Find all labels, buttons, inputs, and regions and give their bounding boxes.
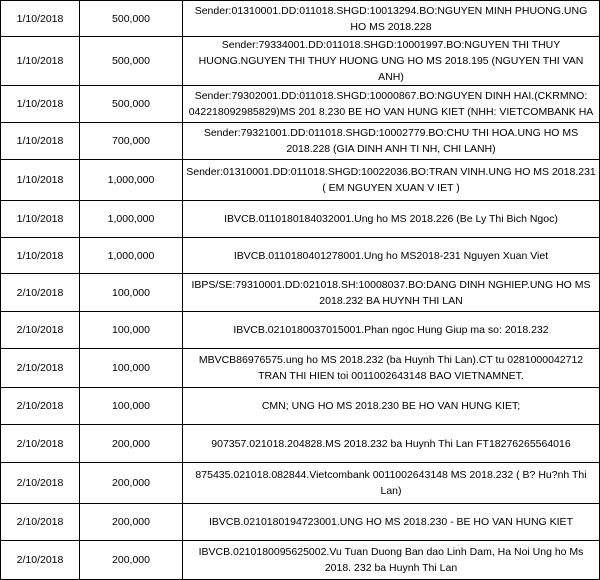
- table-row: [1, 238, 600, 274]
- table-row: [1, 123, 600, 160]
- amount-cell: 700,000: [80, 123, 183, 160]
- table-row: [1, 37, 600, 86]
- date-cell: 2/10/2018: [1, 463, 80, 504]
- table-row: [1, 201, 600, 238]
- description-cell: MBVCB86976575.ung ho MS 2018.232 (ba Huynh Thi Lan).CT tu 0281000042712 TRAN THI HIEN toi 0011002643148 BAO VIETNAMNET.: [183, 349, 600, 388]
- amount-cell: 200,000: [80, 541, 183, 580]
- description-cell: IBPS/SE:79310001.DD:021018.SH:10008037.BO:DANG DINH NGHIEP.UNG HO MS 2018.232 BA HUYNH THI LAN: [183, 274, 600, 312]
- table-row: [1, 541, 600, 580]
- table-row: [1, 425, 600, 463]
- description-cell: CMN; UNG HO MS 2018.230 BE HO VAN HUNG KIET;: [183, 388, 600, 425]
- date-cell: 2/10/2018: [1, 274, 80, 312]
- description-cell: IBVCB.0110180184032001.Ung ho MS 2018.226 (Be Ly Thi Bich Ngoc): [183, 201, 600, 238]
- table-row: [1, 160, 600, 201]
- description-cell: 875435.021018.082844.Vietcombank 0011002643148 MS 2018.232 ( B? Hu?nh Thi Lan): [183, 463, 600, 504]
- amount-cell: 100,000: [80, 349, 183, 388]
- amount-cell: 200,000: [80, 425, 183, 463]
- date-cell: 1/10/2018: [1, 238, 80, 274]
- date-cell: 1/10/2018: [1, 37, 80, 86]
- date-cell: 2/10/2018: [1, 425, 80, 463]
- date-cell: 2/10/2018: [1, 388, 80, 425]
- description-cell: Sender:79321001.DD:011018.SHGD:10002779.BO:CHU THI HOA.UNG HO MS 2018.228 (GIA DINH ANH TI NH, CHI LANH): [183, 123, 600, 160]
- description-cell: 907357.021018.204828.MS 2018.232 ba Huynh Thi Lan FT18276265564016: [183, 425, 600, 463]
- amount-cell: 500,000: [80, 37, 183, 86]
- date-cell: 2/10/2018: [1, 504, 80, 541]
- table-row: [1, 1, 600, 37]
- amount-cell: 200,000: [80, 463, 183, 504]
- table-row: [1, 86, 600, 123]
- amount-cell: 100,000: [80, 388, 183, 425]
- description-cell: IBVCB.0210180194723001.UNG HO MS 2018.230 - BE HO VAN HUNG KIET: [183, 504, 600, 541]
- description-cell: IBVCB.0210180037015001.Phan ngoc Hung Giup ma so: 2018.232: [183, 312, 600, 349]
- description-cell: Sender:01310001.DD:011018.SHGD:10022036.BO:TRAN VINH.UNG HO MS 2018.231 ( EM NGUYEN XUAN V IET ): [183, 160, 600, 201]
- table-row: [1, 312, 600, 349]
- table-row: [1, 349, 600, 388]
- amount-cell: 1,000,000: [80, 238, 183, 274]
- table-row: [1, 504, 600, 541]
- table-row: [1, 463, 600, 504]
- description-cell: Sender:79334001.DD:011018.SHGD:10001997.BO:NGUYEN THI THUY HUONG.NGUYEN THI THUY HUONG UNG HO MS 2018.195 (NGUYEN THI VAN ANH): [183, 37, 600, 86]
- date-cell: 1/10/2018: [1, 86, 80, 123]
- date-cell: 2/10/2018: [1, 541, 80, 580]
- amount-cell: 500,000: [80, 86, 183, 123]
- description-cell: IBVCB.0210180095625002.Vu Tuan Duong Ban dao Linh Dam, Ha Noi Ung ho Ms 2018. 232 ba Huynh Thi Lan: [183, 541, 600, 580]
- amount-cell: 1,000,000: [80, 201, 183, 238]
- date-cell: 2/10/2018: [1, 312, 80, 349]
- amount-cell: 500,000: [80, 1, 183, 37]
- date-cell: 1/10/2018: [1, 123, 80, 160]
- description-cell: Sender:79302001.DD:011018.SHGD:10000867.BO:NGUYEN DINH HAI.(CKRMNO: 042218092985829)MS 201 8.230 BE HO VAN HUNG KIET (NHH: VIETCOMBANK HA: [183, 86, 600, 123]
- amount-cell: 1,000,000: [80, 160, 183, 201]
- table-row: [1, 274, 600, 312]
- amount-cell: 200,000: [80, 504, 183, 541]
- description-cell: Sender:01310001.DD:011018.SHGD:10013294.BO:NGUYEN MINH PHUONG.UNG HO MS 2018.228: [183, 1, 600, 37]
- date-cell: 1/10/2018: [1, 160, 80, 201]
- date-cell: 2/10/2018: [1, 349, 80, 388]
- amount-cell: 100,000: [80, 274, 183, 312]
- date-cell: 1/10/2018: [1, 1, 80, 37]
- amount-cell: 100,000: [80, 312, 183, 349]
- table-row: [1, 388, 600, 425]
- description-cell: IBVCB.0110180401278001.Ung ho MS2018-231 Nguyen Xuan Viet: [183, 238, 600, 274]
- date-cell: 1/10/2018: [1, 201, 80, 238]
